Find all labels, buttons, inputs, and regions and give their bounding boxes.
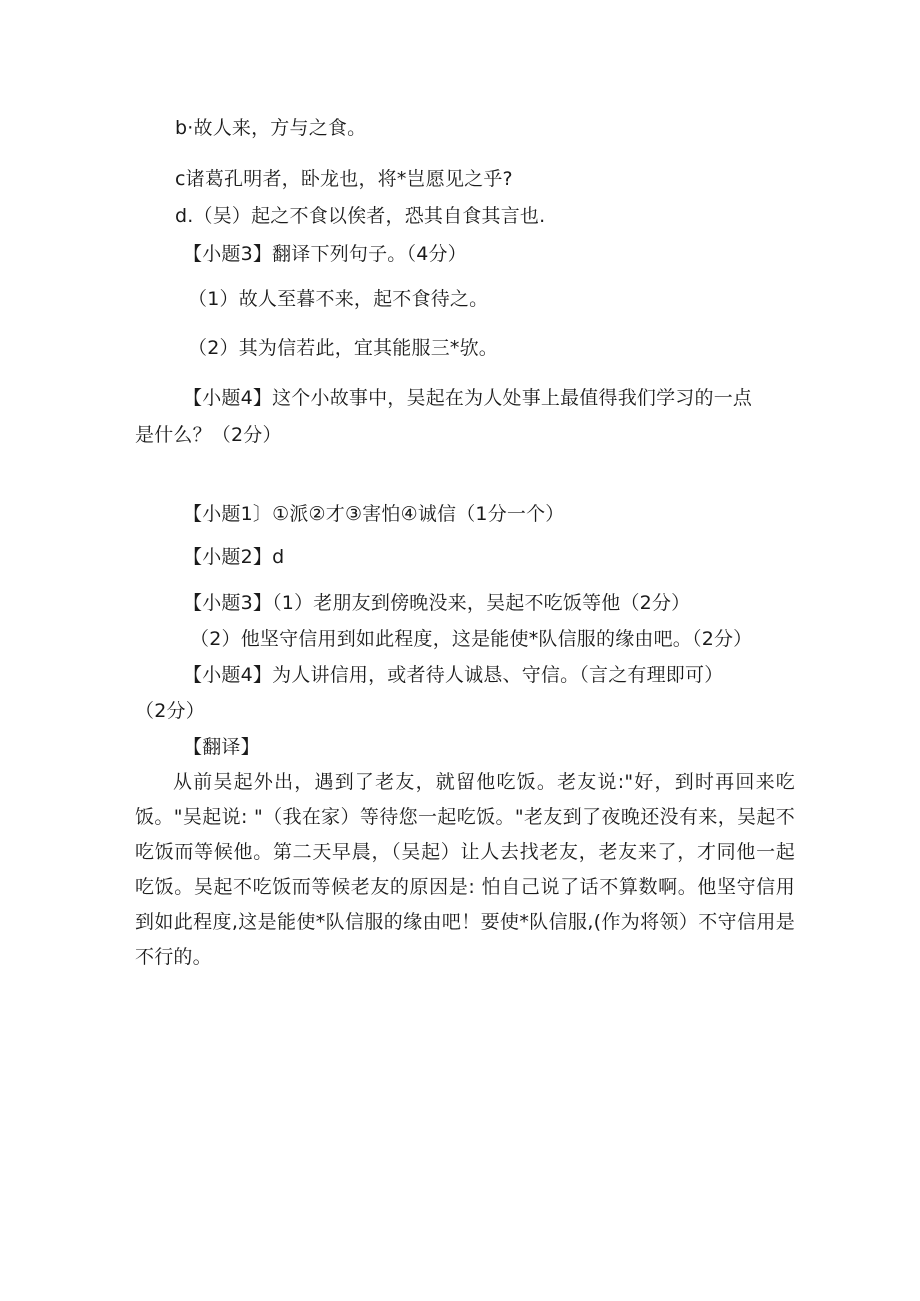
answer-1: 【小题1〕①派②才③害怕④诚信（1分一个） bbox=[183, 503, 565, 525]
translation-body: 从前吴起外出，遇到了老友，就留他吃饭。老友说:"好，到时再回来吃饭。"吴起说: "（我在家）等待您一起吃饭。"老友到了夜晚还没有来，吴起不吃饭而等候他。第二天早晨，（吴起）让人去找老友，老友来了，才同他一起吃饭。吴起不吃饭而等候老友的原因是: 怕自己说了话不算数啊。他坚守信用到如此程度,这是能使*队信服的缘由吧！要使*队信服,(作为将领）不守信用是不行的。 bbox=[135, 771, 795, 968]
option-b: b·故人来，方与之食。 bbox=[175, 117, 367, 139]
question-3-heading: 【小题3】翻译下列句子。（4分） bbox=[183, 243, 467, 265]
answer-4-line-2: （2分） bbox=[135, 700, 205, 722]
answer-3-line-2: （2）他坚守信用到如此程度，这是能使*队信服的缘由吧。（2分） bbox=[190, 628, 753, 650]
question-4-line-1: 【小题4】这个小故事中，吴起在为人处事上最值得我们学习的一点 bbox=[183, 387, 753, 409]
option-d: d.（吴）起之不食以俟者，恐其自食其言也. bbox=[175, 205, 546, 227]
answer-2: 【小题2】d bbox=[183, 546, 285, 568]
question-4-line-2: 是什么？（2分） bbox=[135, 424, 282, 446]
translation-heading: 【翻译】 bbox=[183, 736, 260, 758]
answer-3-line-1: 【小题3】（1）老朋友到傍晚没来，吴起不吃饭等他（2分） bbox=[183, 592, 691, 614]
question-3-sentence-2: （2）其为信若此，宜其能服三*欤。 bbox=[188, 337, 498, 359]
option-c: c诸葛孔明者，卧龙也，将*岂愿见之乎? bbox=[175, 168, 513, 190]
question-3-sentence-1: （1）故人至暮不来，起不食待之。 bbox=[188, 288, 489, 310]
answer-4-line-1: 【小题4】为人讲信用，或者待人诚恳、守信。（言之有理即可） bbox=[183, 664, 724, 686]
